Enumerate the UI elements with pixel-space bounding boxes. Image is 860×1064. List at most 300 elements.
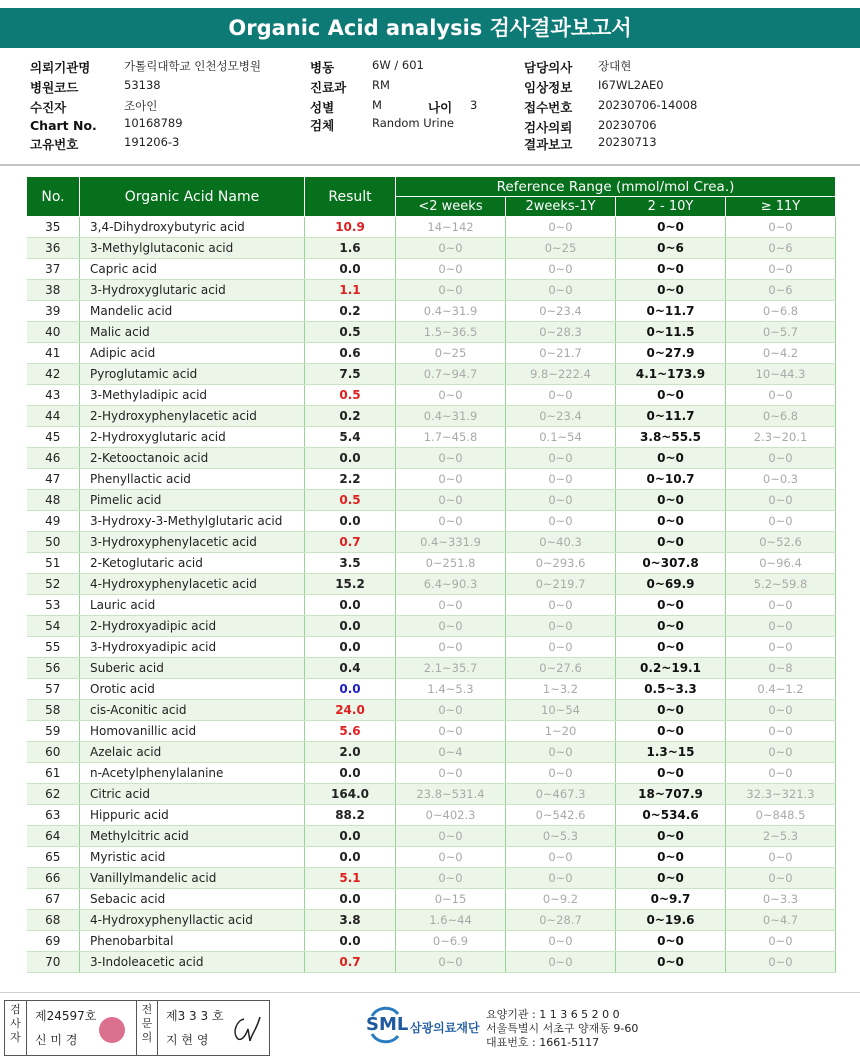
row-result: 0.5 [305, 490, 396, 511]
table-row [27, 847, 836, 868]
row-range-11y-plus: 0~0 [726, 616, 836, 637]
row-range-11y-plus: 0~6 [726, 280, 836, 301]
row-range-11y-plus: 0~0 [726, 637, 836, 658]
table-row [27, 259, 836, 280]
row-acid-name: 3-Indoleacetic acid [80, 952, 305, 973]
clinical-value: I67WL2AE0 [598, 78, 664, 92]
row-range-under-2-weeks: 14~142 [396, 217, 506, 238]
row-range-11y-plus: 0~848.5 [726, 805, 836, 826]
row-acid-name: 4-Hydroxyphenylacetic acid [80, 574, 305, 595]
row-range-2-10y: 18~707.9 [616, 784, 726, 805]
row-range-2weeks-1y: 0~0 [506, 469, 616, 490]
table-row [27, 826, 836, 847]
tester-role-text: 검사자 [10, 1003, 21, 1044]
row-range-2-10y: 0~6 [616, 238, 726, 259]
row-acid-name: 3-Hydroxyphenylacetic acid [80, 532, 305, 553]
receipt-value: 20230706-14008 [598, 98, 698, 112]
row-no: 40 [27, 322, 80, 343]
row-range-2-10y: 0~0 [616, 595, 726, 616]
row-range-2-10y: 0~0 [616, 931, 726, 952]
specimen-label: 검체 [310, 118, 335, 133]
report-title: Organic Acid analysis 검사결과보고서 [0, 8, 860, 48]
row-range-11y-plus: 2.3~20.1 [726, 427, 836, 448]
row-no: 53 [27, 595, 80, 616]
age-value: 3 [470, 98, 478, 112]
row-result: 0.0 [305, 616, 396, 637]
row-range-2-10y: 0~19.6 [616, 910, 726, 931]
row-range-under-2-weeks: 1.5~36.5 [396, 322, 506, 343]
row-range-under-2-weeks: 0~25 [396, 343, 506, 364]
row-range-11y-plus: 0~6 [726, 238, 836, 259]
hospital-code-value: 53138 [124, 78, 161, 92]
row-acid-name: Myristic acid [80, 847, 305, 868]
row-no: 48 [27, 490, 80, 511]
row-acid-name: 3-Hydroxy-3-Methylglutaric acid [80, 511, 305, 532]
tester-role [5, 1001, 27, 1055]
row-range-2-10y: 0~0 [616, 259, 726, 280]
col-name-header: Organic Acid Name [80, 177, 305, 217]
row-range-2weeks-1y: 0~0 [506, 637, 616, 658]
row-no: 57 [27, 679, 80, 700]
row-no: 49 [27, 511, 80, 532]
row-range-under-2-weeks: 0~15 [396, 889, 506, 910]
row-range-2weeks-1y: 0~28.7 [506, 910, 616, 931]
row-acid-name: Orotic acid [80, 679, 305, 700]
table-row [27, 490, 836, 511]
footer-line-1: 요양기관 : 1 1 3 6 5 2 0 0 [486, 1008, 620, 1021]
row-range-11y-plus: 5.2~59.8 [726, 574, 836, 595]
row-range-11y-plus: 0~0 [726, 952, 836, 973]
row-range-2-10y: 0~534.6 [616, 805, 726, 826]
table-row [27, 427, 836, 448]
row-result: 7.5 [305, 364, 396, 385]
row-range-11y-plus: 32.3~321.3 [726, 784, 836, 805]
table-row [27, 553, 836, 574]
doctor-label: 담당의사 [524, 60, 573, 75]
table-row [27, 532, 836, 553]
row-range-under-2-weeks: 0~0 [396, 616, 506, 637]
row-result: 2.2 [305, 469, 396, 490]
row-range-11y-plus: 0~0 [726, 490, 836, 511]
range-header-1: <2 weeks [396, 197, 506, 217]
row-acid-name: Homovanillic acid [80, 721, 305, 742]
row-result: 5.4 [305, 427, 396, 448]
row-no: 69 [27, 931, 80, 952]
row-no: 37 [27, 259, 80, 280]
row-range-11y-plus: 0~0 [726, 868, 836, 889]
row-no: 68 [27, 910, 80, 931]
row-range-under-2-weeks: 0~0 [396, 826, 506, 847]
row-range-under-2-weeks: 0~0 [396, 469, 506, 490]
row-acid-name: Suberic acid [80, 658, 305, 679]
row-range-2-10y: 0~0 [616, 637, 726, 658]
ward-label: 병동 [310, 60, 335, 75]
row-result: 3.5 [305, 553, 396, 574]
row-range-11y-plus: 10~44.3 [726, 364, 836, 385]
row-result: 0.4 [305, 658, 396, 679]
age-label: 나이 [428, 100, 453, 115]
row-no: 47 [27, 469, 80, 490]
row-range-2weeks-1y: 9.8~222.4 [506, 364, 616, 385]
row-acid-name: Citric acid [80, 784, 305, 805]
row-range-2-10y: 0~27.9 [616, 343, 726, 364]
row-range-2weeks-1y: 0~293.6 [506, 553, 616, 574]
tester-seal-stamp [99, 1017, 125, 1043]
row-acid-name: 3-Hydroxyglutaric acid [80, 280, 305, 301]
row-range-2-10y: 0~10.7 [616, 469, 726, 490]
clinical-label: 임상정보 [524, 80, 573, 95]
row-range-under-2-weeks: 0.4~31.9 [396, 406, 506, 427]
receipt-label: 접수번호 [524, 100, 573, 115]
row-range-2-10y: 0~0 [616, 763, 726, 784]
row-result: 5.1 [305, 868, 396, 889]
row-acid-name: Phenobarbital [80, 931, 305, 952]
row-range-under-2-weeks: 0~0 [396, 238, 506, 259]
table-row [27, 700, 836, 721]
row-range-2-10y: 0~0 [616, 532, 726, 553]
table-row [27, 238, 836, 259]
row-range-2-10y: 0~11.5 [616, 322, 726, 343]
row-no: 51 [27, 553, 80, 574]
row-range-2weeks-1y: 0~25 [506, 238, 616, 259]
row-acid-name: Capric acid [80, 259, 305, 280]
row-range-under-2-weeks: 0~0 [396, 595, 506, 616]
row-range-2weeks-1y: 0~5.3 [506, 826, 616, 847]
row-result: 0.0 [305, 679, 396, 700]
row-result: 0.2 [305, 301, 396, 322]
row-result: 5.6 [305, 721, 396, 742]
col-result-header: Result [305, 177, 396, 217]
table-row [27, 217, 836, 238]
sex-value: M [372, 98, 382, 112]
patient-info [0, 55, 860, 163]
row-range-2weeks-1y: 0~542.6 [506, 805, 616, 826]
row-result: 3.8 [305, 910, 396, 931]
table-row [27, 784, 836, 805]
row-range-2-10y: 0~0 [616, 700, 726, 721]
row-range-11y-plus: 0.4~1.2 [726, 679, 836, 700]
row-range-2-10y: 0~0 [616, 868, 726, 889]
row-no: 67 [27, 889, 80, 910]
row-acid-name: Mandelic acid [80, 301, 305, 322]
table-row [27, 574, 836, 595]
row-acid-name: Sebacic acid [80, 889, 305, 910]
row-range-11y-plus: 0~6.8 [726, 406, 836, 427]
hospital-code-label: 병원코드 [30, 80, 79, 95]
row-range-2weeks-1y: 0~0 [506, 742, 616, 763]
tester-license: 제24597호 [35, 1009, 97, 1023]
row-acid-name: 4-Hydroxyphenyllactic acid [80, 910, 305, 931]
row-range-11y-plus: 0~5.7 [726, 322, 836, 343]
row-result: 1.6 [305, 238, 396, 259]
row-result: 0.0 [305, 595, 396, 616]
row-range-under-2-weeks: 0~0 [396, 847, 506, 868]
table-row [27, 805, 836, 826]
row-no: 64 [27, 826, 80, 847]
ward-value: 6W / 601 [372, 58, 424, 72]
row-range-2-10y: 0~0 [616, 952, 726, 973]
dept-value: RM [372, 78, 390, 92]
footer-line-2: 서울특별시 서초구 양재동 9-60 [486, 1022, 639, 1035]
row-range-2weeks-1y: 0~0 [506, 280, 616, 301]
row-range-2-10y: 0~0 [616, 217, 726, 238]
table-row [27, 343, 836, 364]
report-label: 결과보고 [524, 137, 573, 152]
doctor-role [136, 1001, 158, 1055]
unique-label: 고유번호 [30, 137, 79, 152]
row-range-2-10y: 0~0 [616, 721, 726, 742]
row-acid-name: Methylcitric acid [80, 826, 305, 847]
row-result: 0.0 [305, 889, 396, 910]
row-range-2weeks-1y: 0~21.7 [506, 343, 616, 364]
row-range-2weeks-1y: 0.1~54 [506, 427, 616, 448]
row-range-2weeks-1y: 0~0 [506, 931, 616, 952]
reference-range-header: Reference Range (mmol/mol Crea.) [396, 177, 836, 197]
row-range-11y-plus: 0~0 [726, 721, 836, 742]
row-no: 61 [27, 763, 80, 784]
row-acid-name: Lauric acid [80, 595, 305, 616]
row-range-11y-plus: 0~4.7 [726, 910, 836, 931]
row-range-2weeks-1y: 0~23.4 [506, 406, 616, 427]
row-no: 35 [27, 217, 80, 238]
row-acid-name: Azelaic acid [80, 742, 305, 763]
institution-label: 의뢰기관명 [30, 60, 91, 75]
row-result: 24.0 [305, 700, 396, 721]
row-no: 62 [27, 784, 80, 805]
row-no: 55 [27, 637, 80, 658]
row-range-2-10y: 0~0 [616, 826, 726, 847]
table-row [27, 658, 836, 679]
table-row [27, 322, 836, 343]
col-no-header: No. [27, 177, 80, 217]
row-result: 0.7 [305, 532, 396, 553]
table-row [27, 448, 836, 469]
table-row [27, 406, 836, 427]
row-range-2-10y: 0~0 [616, 490, 726, 511]
row-result: 88.2 [305, 805, 396, 826]
row-range-under-2-weeks: 0~4 [396, 742, 506, 763]
patient-label: 수진자 [30, 100, 67, 115]
row-result: 10.9 [305, 217, 396, 238]
row-range-11y-plus: 0~6.8 [726, 301, 836, 322]
row-range-11y-plus: 0~96.4 [726, 553, 836, 574]
row-range-2-10y: 0~11.7 [616, 301, 726, 322]
row-range-under-2-weeks: 0~0 [396, 448, 506, 469]
table-row [27, 385, 836, 406]
row-range-under-2-weeks: 0~251.8 [396, 553, 506, 574]
row-result: 0.2 [305, 406, 396, 427]
table-row [27, 616, 836, 637]
doctor-box [160, 1001, 268, 1055]
range-header-2: 2weeks-1Y [506, 197, 616, 217]
row-no: 70 [27, 952, 80, 973]
row-result: 0.5 [305, 322, 396, 343]
org-name: 삼광의료재단 [410, 1021, 480, 1035]
row-range-11y-plus: 0~0 [726, 511, 836, 532]
row-range-2weeks-1y: 0~23.4 [506, 301, 616, 322]
row-range-2weeks-1y: 1~3.2 [506, 679, 616, 700]
row-acid-name: Vanillylmandelic acid [80, 868, 305, 889]
table-row [27, 868, 836, 889]
row-range-2weeks-1y: 0~0 [506, 259, 616, 280]
table-row [27, 469, 836, 490]
row-range-2-10y: 0~0 [616, 448, 726, 469]
row-range-2-10y: 0.2~19.1 [616, 658, 726, 679]
row-range-under-2-weeks: 0~6.9 [396, 931, 506, 952]
table-row [27, 763, 836, 784]
table-row [27, 511, 836, 532]
row-range-2weeks-1y: 0~40.3 [506, 532, 616, 553]
table-row [27, 931, 836, 952]
row-range-11y-plus: 0~52.6 [726, 532, 836, 553]
row-range-under-2-weeks: 0~0 [396, 721, 506, 742]
row-range-11y-plus: 0~0.3 [726, 469, 836, 490]
table-row [27, 721, 836, 742]
row-range-2-10y: 0~0 [616, 280, 726, 301]
row-range-11y-plus: 2~5.3 [726, 826, 836, 847]
row-range-under-2-weeks: 0~0 [396, 280, 506, 301]
row-range-11y-plus: 0~0 [726, 847, 836, 868]
row-range-2weeks-1y: 1~20 [506, 721, 616, 742]
row-no: 65 [27, 847, 80, 868]
table-row [27, 301, 836, 322]
row-range-11y-plus: 0~0 [726, 763, 836, 784]
row-range-2weeks-1y: 0~0 [506, 490, 616, 511]
table-row [27, 910, 836, 931]
row-no: 52 [27, 574, 80, 595]
row-range-under-2-weeks: 0~0 [396, 385, 506, 406]
row-no: 38 [27, 280, 80, 301]
row-result: 15.2 [305, 574, 396, 595]
row-range-under-2-weeks: 0~0 [396, 511, 506, 532]
table-row [27, 280, 836, 301]
row-result: 0.5 [305, 385, 396, 406]
row-acid-name: 3-Methylglutaconic acid [80, 238, 305, 259]
row-result: 2.0 [305, 742, 396, 763]
row-no: 58 [27, 700, 80, 721]
table-row [27, 889, 836, 910]
row-acid-name: Hippuric acid [80, 805, 305, 826]
request-value: 20230706 [598, 118, 657, 132]
row-range-2weeks-1y: 0~0 [506, 595, 616, 616]
row-range-under-2-weeks: 6.4~90.3 [396, 574, 506, 595]
row-range-2-10y: 4.1~173.9 [616, 364, 726, 385]
row-range-11y-plus: 0~0 [726, 700, 836, 721]
row-range-11y-plus: 0~4.2 [726, 343, 836, 364]
row-result: 0.0 [305, 763, 396, 784]
institution-value: 가톨릭대학교 인천성모병원 [124, 59, 261, 73]
chart-label: Chart No. [30, 118, 97, 133]
row-range-under-2-weeks: 0.7~94.7 [396, 364, 506, 385]
request-label: 검사의뢰 [524, 120, 573, 135]
row-range-11y-plus: 0~0 [726, 448, 836, 469]
info-divider [0, 164, 860, 166]
row-range-2weeks-1y: 0~27.6 [506, 658, 616, 679]
row-range-2-10y: 0~0 [616, 847, 726, 868]
row-range-2weeks-1y: 0~0 [506, 763, 616, 784]
row-result: 0.6 [305, 343, 396, 364]
row-range-11y-plus: 0~0 [726, 595, 836, 616]
row-result: 0.0 [305, 847, 396, 868]
row-acid-name: cis-Aconitic acid [80, 700, 305, 721]
doctor-value: 장대현 [598, 59, 632, 73]
row-acid-name: Pyroglutamic acid [80, 364, 305, 385]
row-range-under-2-weeks: 23.8~531.4 [396, 784, 506, 805]
range-header-3: 2 - 10Y [616, 197, 726, 217]
row-range-under-2-weeks: 0~0 [396, 259, 506, 280]
signature-block [4, 1000, 270, 1056]
row-range-under-2-weeks: 0~0 [396, 952, 506, 973]
row-acid-name: 3-Methyladipic acid [80, 385, 305, 406]
row-result: 0.0 [305, 637, 396, 658]
table-row [27, 364, 836, 385]
row-no: 44 [27, 406, 80, 427]
row-no: 42 [27, 364, 80, 385]
row-range-2-10y: 0~0 [616, 385, 726, 406]
row-acid-name: 2-Ketooctanoic acid [80, 448, 305, 469]
row-range-2-10y: 0~69.9 [616, 574, 726, 595]
row-acid-name: 3,4-Dihydroxybutyric acid [80, 217, 305, 238]
range-header-4: ≥ 11Y [726, 197, 836, 217]
row-range-2weeks-1y: 0~0 [506, 952, 616, 973]
row-no: 46 [27, 448, 80, 469]
row-range-2-10y: 0.5~3.3 [616, 679, 726, 700]
row-acid-name: Malic acid [80, 322, 305, 343]
row-no: 63 [27, 805, 80, 826]
row-no: 39 [27, 301, 80, 322]
row-result: 164.0 [305, 784, 396, 805]
row-range-2weeks-1y: 0~0 [506, 448, 616, 469]
row-range-2weeks-1y: 0~0 [506, 511, 616, 532]
dept-label: 진료과 [310, 80, 347, 95]
row-range-2-10y: 1.3~15 [616, 742, 726, 763]
row-no: 43 [27, 385, 80, 406]
row-no: 45 [27, 427, 80, 448]
row-result: 0.0 [305, 259, 396, 280]
row-range-2weeks-1y: 0~0 [506, 868, 616, 889]
row-range-under-2-weeks: 0~0 [396, 490, 506, 511]
report-value: 20230713 [598, 135, 657, 149]
sex-label: 성별 [310, 100, 335, 115]
row-range-2weeks-1y: 0~0 [506, 217, 616, 238]
table-row [27, 952, 836, 973]
row-no: 59 [27, 721, 80, 742]
row-range-11y-plus: 0~0 [726, 259, 836, 280]
row-no: 60 [27, 742, 80, 763]
row-acid-name: Pimelic acid [80, 490, 305, 511]
row-no: 50 [27, 532, 80, 553]
row-range-under-2-weeks: 0~0 [396, 700, 506, 721]
row-range-under-2-weeks: 0~0 [396, 868, 506, 889]
row-result: 0.0 [305, 448, 396, 469]
row-range-under-2-weeks: 0~0 [396, 637, 506, 658]
tester-box [29, 1001, 134, 1055]
row-range-under-2-weeks: 1.7~45.8 [396, 427, 506, 448]
row-range-under-2-weeks: 0~0 [396, 763, 506, 784]
row-acid-name: Adipic acid [80, 343, 305, 364]
row-result: 0.0 [305, 511, 396, 532]
row-acid-name: Phenyllactic acid [80, 469, 305, 490]
row-range-2-10y: 0~11.7 [616, 406, 726, 427]
specimen-value: Random Urine [372, 116, 454, 130]
row-range-2-10y: 0~9.7 [616, 889, 726, 910]
chart-value: 10168789 [124, 116, 183, 130]
results-body [27, 217, 836, 973]
patient-value: 조아인 [124, 99, 158, 113]
row-range-2-10y: 0~0 [616, 616, 726, 637]
row-range-2weeks-1y: 0~0 [506, 616, 616, 637]
row-range-11y-plus: 0~0 [726, 931, 836, 952]
